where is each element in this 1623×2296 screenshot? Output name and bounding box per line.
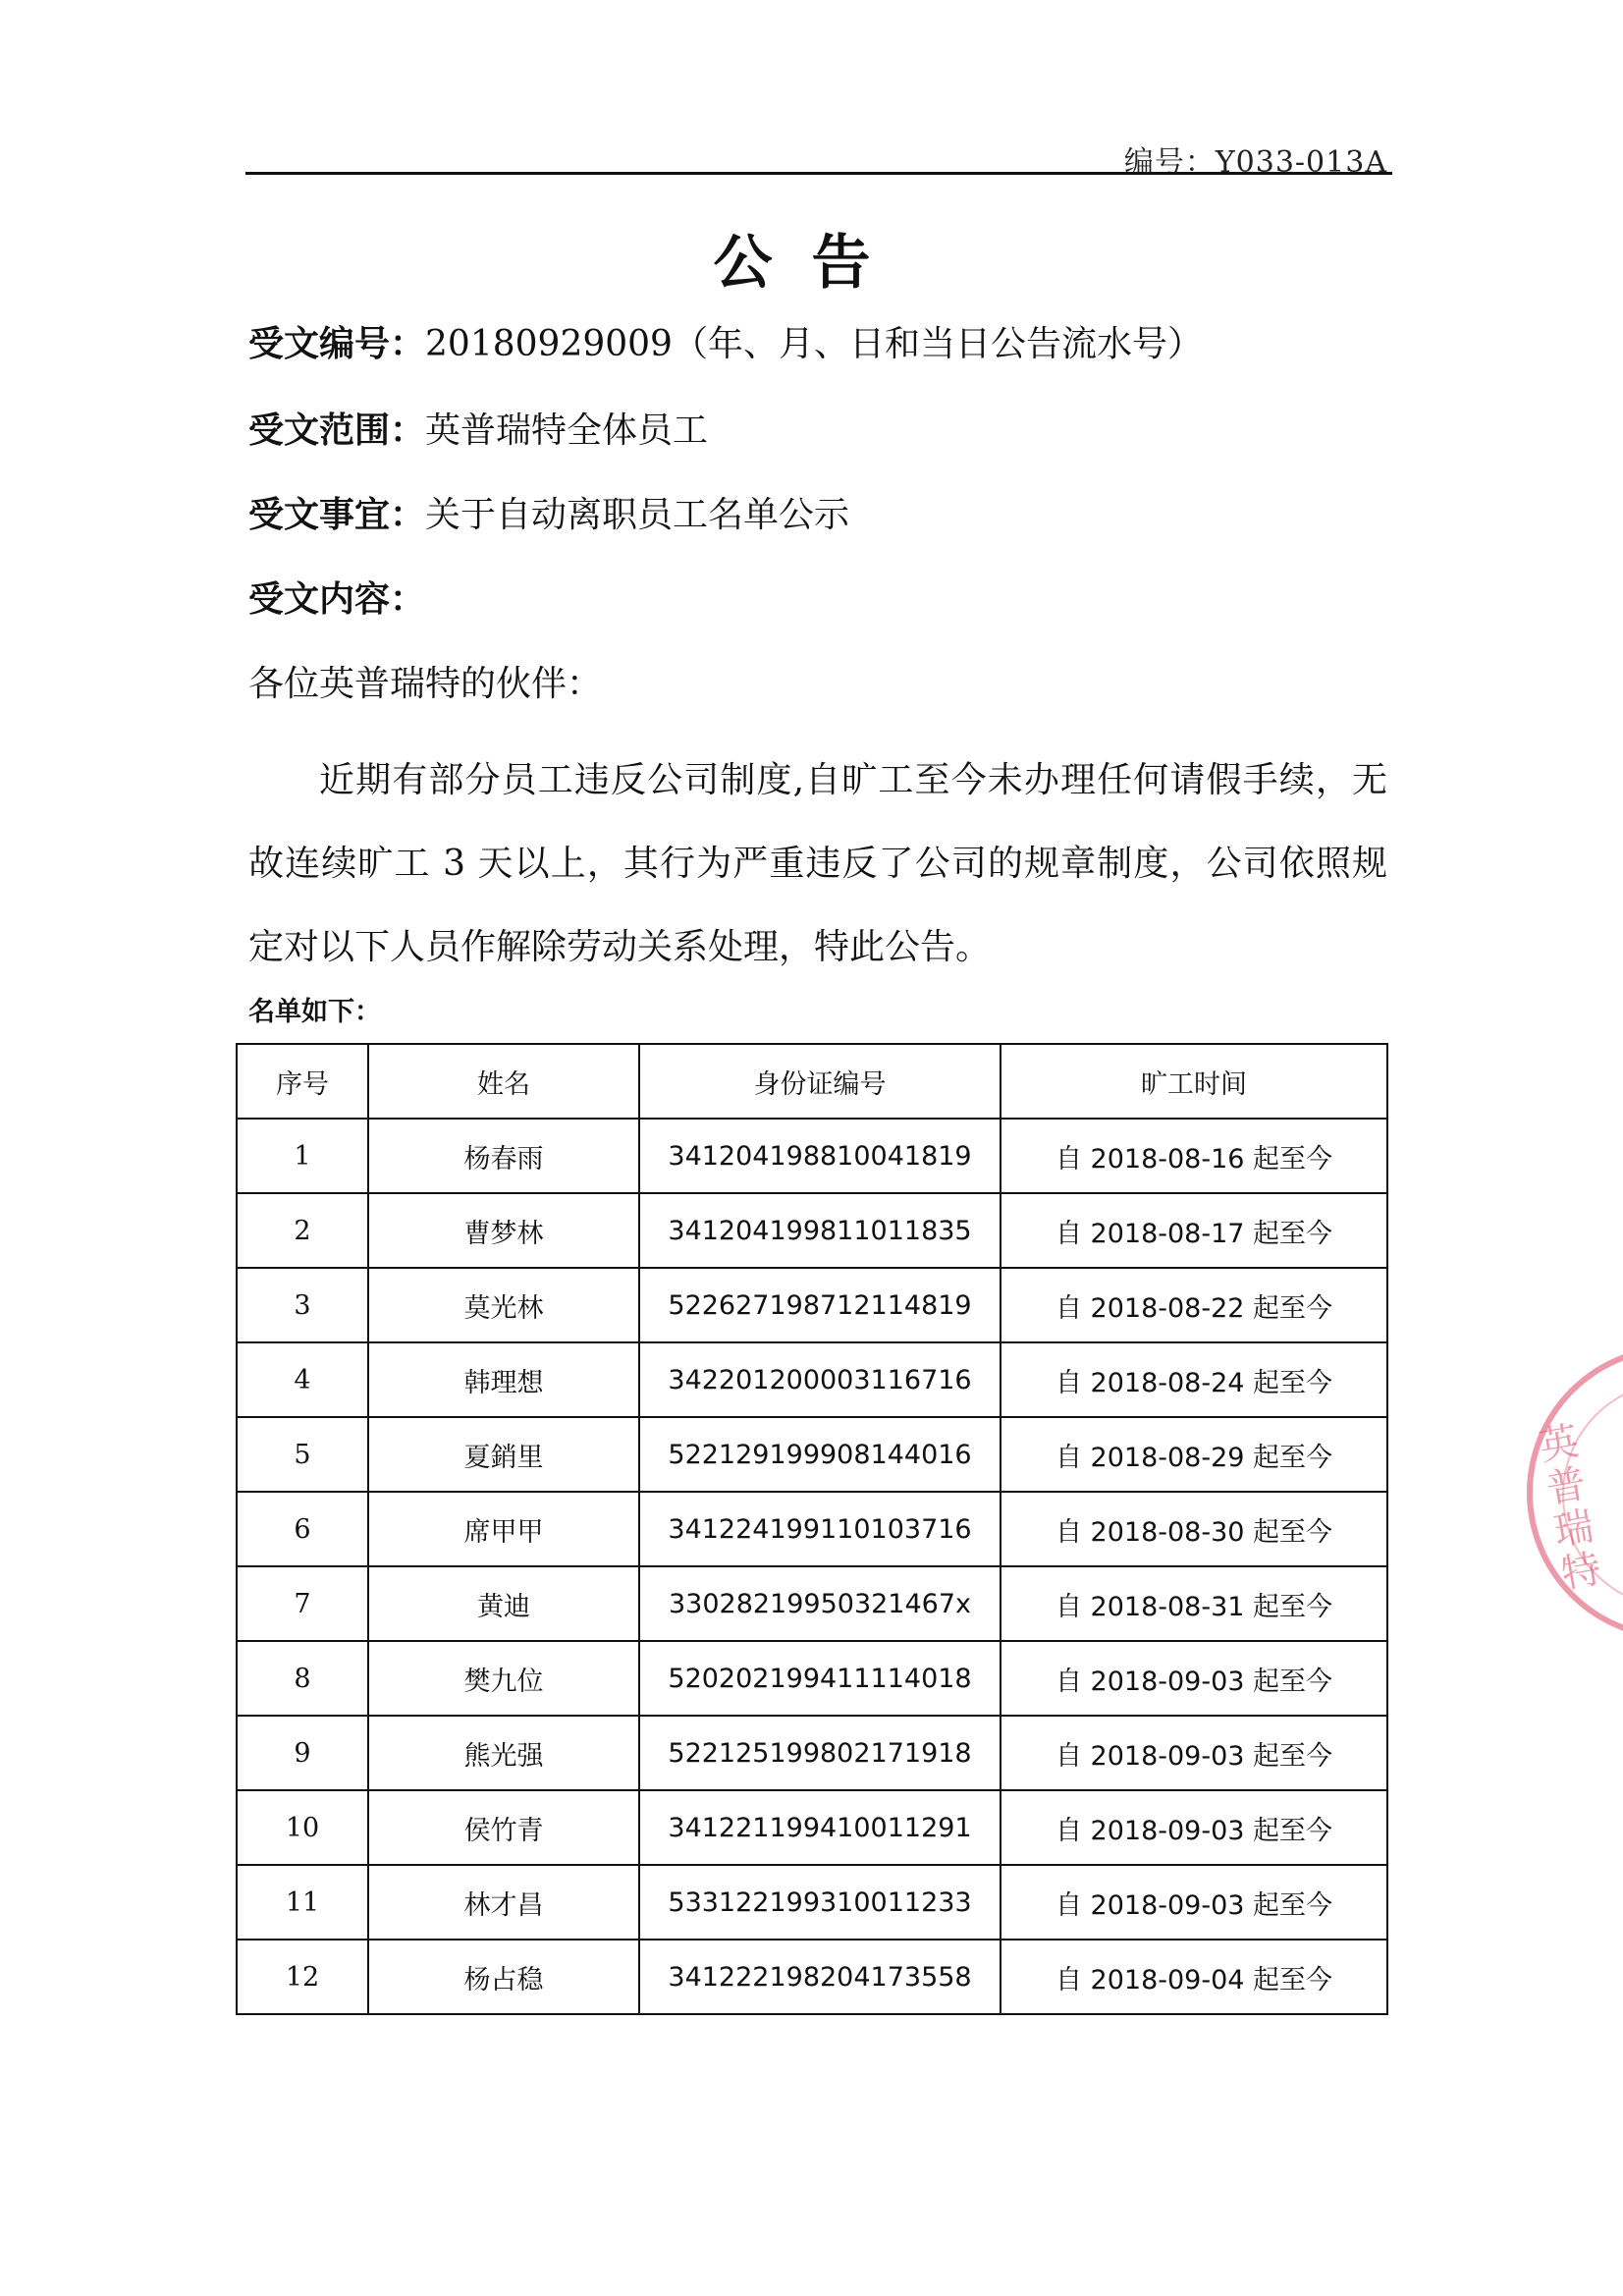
meta-label: 受文范围： [248, 410, 426, 451]
header-absence: 旷工时间 [1001, 1044, 1387, 1119]
header-seq: 序号 [237, 1044, 368, 1119]
table-row [237, 1566, 1387, 1641]
cell-absence: 自 2018-09-03 起至今 [1001, 1790, 1387, 1865]
cell-id: 342201200003116716 [639, 1342, 1001, 1417]
cell-seq: 1 [237, 1119, 368, 1193]
table-row [237, 1641, 1387, 1716]
cell-seq: 3 [237, 1268, 368, 1342]
cell-id: 522627198712114819 [639, 1268, 1001, 1342]
meta-value: 英普瑞特全体员工 [425, 410, 709, 451]
cell-id: 341204199811011835 [639, 1193, 1001, 1268]
list-heading: 名单如下： [248, 997, 381, 1027]
document-number: 编号：Y033-013A [1123, 145, 1387, 180]
table-row [237, 1268, 1387, 1342]
meta-label: 受文编号： [248, 324, 426, 364]
cell-seq: 5 [237, 1417, 368, 1492]
meta-content [248, 572, 425, 622]
cell-seq: 10 [237, 1790, 368, 1865]
cell-name: 杨春雨 [368, 1119, 639, 1193]
page-title: 公告 [713, 229, 910, 298]
header-name: 姓名 [368, 1044, 639, 1119]
cell-name: 莫光林 [368, 1268, 639, 1342]
cell-name: 樊九位 [368, 1641, 639, 1716]
cell-id: 522129199908144016 [639, 1417, 1001, 1492]
cell-seq: 2 [237, 1193, 368, 1268]
cell-seq: 12 [237, 1940, 368, 2014]
company-seal [1527, 1345, 1623, 1640]
meta-value: 20180929009（年、月、日和当日公告流水号） [425, 324, 1203, 364]
table-row [237, 1342, 1387, 1417]
cell-absence: 自 2018-09-03 起至今 [1001, 1641, 1387, 1716]
cell-seq: 8 [237, 1641, 368, 1716]
table-row [237, 1119, 1387, 1193]
header-id: 身份证编号 [639, 1044, 1001, 1119]
table-row [237, 1790, 1387, 1865]
cell-seq: 7 [237, 1566, 368, 1641]
cell-name: 席甲甲 [368, 1492, 639, 1566]
table-header-row [237, 1044, 1387, 1119]
cell-absence: 自 2018-08-31 起至今 [1001, 1566, 1387, 1641]
table-row [237, 1193, 1387, 1268]
table-row [237, 1417, 1387, 1492]
meta-subject [248, 487, 849, 537]
meta-value: 关于自动离职员工名单公示 [425, 495, 850, 535]
body-paragraph: 近期有部分员工违反公司制度,自旷工至今未办理任何请假手续，无故连续旷工 3 天以上，其行为严重违反了公司的规章制度，公司依照规定对以下人员作解除劳动关系处理，特此公告。 [248, 760, 1387, 967]
meta-label: 受文内容： [248, 579, 426, 620]
cell-id: 341224199110103716 [639, 1492, 1001, 1566]
meta-label: 受文事宜： [248, 495, 426, 535]
greeting: 各位英普瑞特的伙伴： [248, 664, 603, 704]
cell-absence: 自 2018-08-17 起至今 [1001, 1193, 1387, 1268]
table-row [237, 1716, 1387, 1790]
roster-table [236, 1043, 1388, 2015]
cell-name: 熊光强 [368, 1716, 639, 1790]
table-row [237, 1940, 1387, 2014]
cell-id: 520202199411114018 [639, 1641, 1001, 1716]
cell-name: 韩理想 [368, 1342, 639, 1417]
cell-name: 林才昌 [368, 1865, 639, 1940]
cell-seq: 4 [237, 1342, 368, 1417]
cell-name: 夏銷里 [368, 1417, 639, 1492]
cell-absence: 自 2018-09-03 起至今 [1001, 1716, 1387, 1790]
cell-seq: 6 [237, 1492, 368, 1566]
cell-absence: 自 2018-09-03 起至今 [1001, 1865, 1387, 1940]
table-row [237, 1492, 1387, 1566]
meta-scope [248, 403, 708, 453]
cell-id: 33028219950321467x [639, 1566, 1001, 1641]
meta-doc-number [248, 316, 1203, 366]
cell-absence: 自 2018-08-24 起至今 [1001, 1342, 1387, 1417]
cell-id: 533122199310011233 [639, 1865, 1001, 1940]
cell-name: 侯竹青 [368, 1790, 639, 1865]
cell-absence: 自 2018-08-22 起至今 [1001, 1268, 1387, 1342]
cell-name: 黄迪 [368, 1566, 639, 1641]
cell-seq: 11 [237, 1865, 368, 1940]
seal-text: 英普瑞特 [1536, 1418, 1605, 1598]
cell-absence: 自 2018-09-04 起至今 [1001, 1940, 1387, 2014]
table-row [237, 1865, 1387, 1940]
cell-absence: 自 2018-08-16 起至今 [1001, 1119, 1387, 1193]
cell-name: 曹梦林 [368, 1193, 639, 1268]
cell-absence: 自 2018-08-30 起至今 [1001, 1492, 1387, 1566]
cell-id: 522125199802171918 [639, 1716, 1001, 1790]
cell-name: 杨占稳 [368, 1940, 639, 2014]
cell-seq: 9 [237, 1716, 368, 1790]
cell-id: 341204198810041819 [639, 1119, 1001, 1193]
header-divider [245, 172, 1392, 175]
cell-absence: 自 2018-08-29 起至今 [1001, 1417, 1387, 1492]
cell-id: 341221199410011291 [639, 1790, 1001, 1865]
cell-id: 341222198204173558 [639, 1940, 1001, 2014]
